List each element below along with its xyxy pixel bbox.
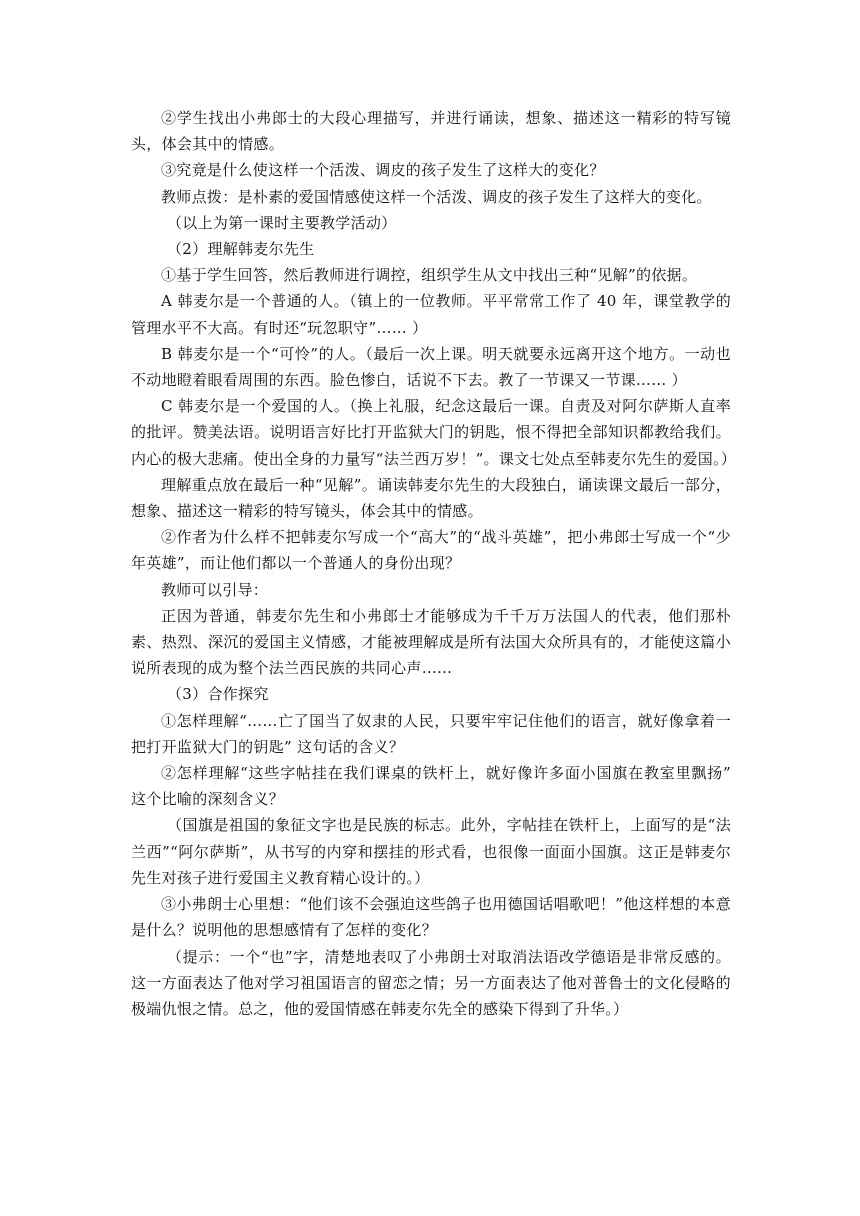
paragraph-question-language-key: ①怎样理解“……亡了国当了奴隶的人民，只要牢牢记住他们的语言，就好像拿着一把打开监狱大门的钥匙” 这句话的含义？ — [131, 711, 731, 756]
paragraph-hint-explanation: （提示：一个“也”字，清楚地表叹了小弗朗士对取消法语改学德语是非常反感的。这一方面表达了他对学习祖国语言的留恋之情；另一方面表达了他对普鲁士的文化侵略的极端仇恨之情。总之，他的爱国情感在韩麦尔先全的感染下得到了升华。） — [131, 947, 731, 1018]
paragraph-lesson-note: （以上为第一课时主要教学活动） — [167, 213, 397, 232]
section-heading-cooperative-inquiry: （3）合作探究 — [167, 685, 269, 704]
paragraph-view-c: C 韩麦尔是一个爱国的人。（换上礼服，纪念这最后一课。自责及对阿尔萨斯人直率的批评。赞美法语。说明语言好比打开监狱大门的钥匙，恨不得把全部知识都教给我们。内心的极大悲痛。使出全身的力量写“法兰西万岁！”。课文七处点至韩麦尔先生的爱国。） — [131, 397, 737, 468]
paragraph-focus-last-view: 理解重点放在最后一种“见解”。诵读韩麦尔先生的大段独白，诵读课文最后一部分，想象、描述这一精彩的特写镜头，体会其中的情感。 — [131, 475, 731, 521]
paragraph-view-b: B 韩麦尔是一个“可怜”的人。（最后一次上课。明天就要永远离开这个地方。一动也不动地瞪着眼看周围的东西。脸色惨白，话说不下去。教了一节课又一节课…… ） — [131, 344, 731, 390]
paragraph-question-change: ③究竟是什么使这样一个活泼、调皮的孩子发生了这样大的变化？ — [161, 161, 605, 180]
paragraph-teacher-can-guide: 教师可以引导： — [161, 580, 269, 599]
paragraph-ordinary-explanation: 正因为普通，韩麦尔先生和小弗郎士才能够成为千千万万法国人的代表，他们那朴素、热烈、深沉的爱国主义情感，才能被理解成是所有法国大众所具有的，才能使这篇小说所表现的成为整个法兰西民族的共同心声…… — [131, 606, 731, 678]
paragraph-three-views: ①基于学生回答，然后教师进行调控，组织学生从文中找出三种“见解”的依据。 — [161, 266, 698, 285]
paragraph-question-metaphor: ②怎样理解“这些字帖挂在我们课桌的铁杆上，就好像许多面小国旗在教室里飘扬” 这个比喻的深刻含义？ — [131, 764, 731, 809]
paragraph-view-a: A 韩麦尔是一个普通的人。（镇上的一位教师。平平常常工作了 40 年，课堂教学的管理水平不大高。有时还“玩忽职守”…… ） — [131, 292, 731, 337]
paragraph-question-ordinary: ②作者为什么样不把韩麦尔写成一个“高大”的“战斗英雄”，把小弗郎士写成一个“少年英雄”，而让他们都以一个普通人的身份出现？ — [131, 528, 731, 573]
paragraph-student-reading: ②学生找出小弗郎士的大段心理描写，并进行诵读，想象、描述这一精彩的特写镜头，体会其中的情感。 — [131, 109, 731, 154]
paragraph-flag-explanation: （国旗是祖国的象征文字也是民族的标志。此外，字帖挂在铁杆上，上面写的是“法兰西”“阿尔萨斯”，从书写的内穿和摆挂的形式看，也很像一面面小国旗。这正是韩麦尔先生对孩子进行爱国主义教育精心设计的。） — [131, 816, 731, 887]
document-body — [131, 105, 737, 1022]
paragraph-question-pigeons: ③小弗朗士心里想：“他们该不会强迫这些鸽子也用德国话唱歌吧！”他这样想的本意是什么？说明他的思想感情有了怎样的变化？ — [131, 895, 731, 940]
section-heading-understand-hamel: （2）理解韩麦尔先生 — [167, 240, 315, 259]
paragraph-teacher-guidance: 教师点拨：是朴素的爱国情感使这样一个活泼、调皮的孩子发生了这样大的变化。 — [161, 187, 712, 206]
